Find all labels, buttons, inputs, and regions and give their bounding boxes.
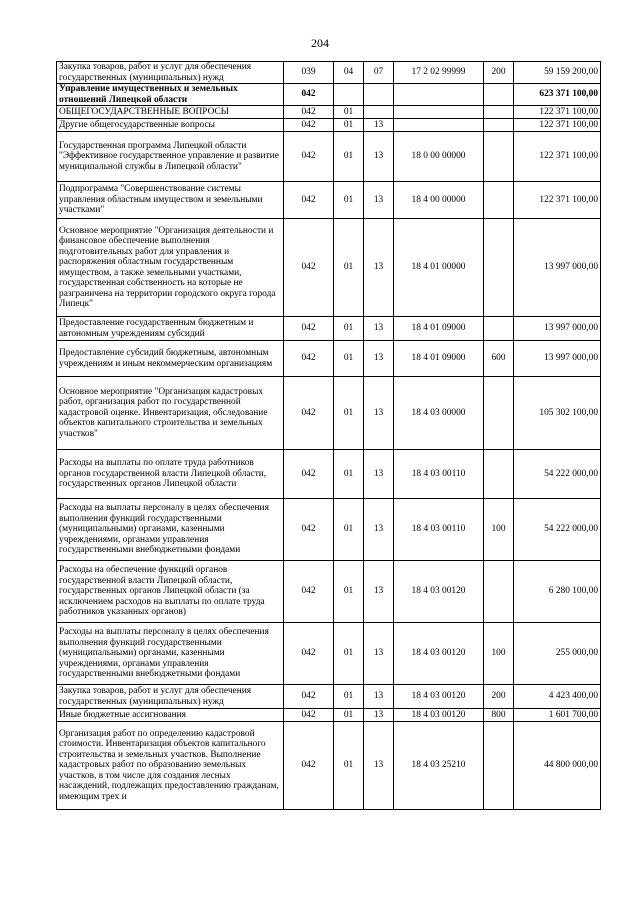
subsection-code-cell: 13 (364, 219, 394, 317)
table-row (57, 182, 601, 219)
row-name-cell: Основное мероприятие "Организация кадастровых работ, организация работ по государственной кадастровой оценке. Инвентаризация, обследование объектов капитального строительства и земельных участков" (57, 377, 284, 450)
expense-type-cell: 200 (484, 62, 514, 84)
section-code-cell: 01 (334, 106, 364, 119)
ministry-code-cell: 042 (284, 182, 334, 219)
subsection-code-cell: 13 (364, 317, 394, 341)
subsection-code-cell: 13 (364, 709, 394, 722)
amount-cell: 4 423 400,00 (514, 685, 601, 709)
section-code-cell: 01 (334, 341, 364, 377)
section-code-cell: 01 (334, 219, 364, 317)
amount-cell: 6 280 100,00 (514, 561, 601, 623)
amount-cell: 122 371 100,00 (514, 132, 601, 182)
target-article-cell (394, 106, 484, 119)
row-name-cell: Расходы на выплаты персоналу в целях обеспечения выполнения функций государственными (муниципальными) органами, казенными учреждениями, органами управления государственными внебюджетными фондами (57, 623, 284, 685)
amount-cell: 13 997 000,00 (514, 219, 601, 317)
table-row (57, 709, 601, 722)
table-row (57, 722, 601, 810)
budget-table (56, 61, 601, 810)
section-code-cell: 01 (334, 377, 364, 450)
expense-type-cell: 200 (484, 685, 514, 709)
ministry-code-cell: 042 (284, 341, 334, 377)
row-name-cell: Предоставление государственным бюджетным и автономным учреждениям субсидий (57, 317, 284, 341)
table-row (57, 450, 601, 499)
expense-type-cell: 100 (484, 623, 514, 685)
section-code-cell: 01 (334, 499, 364, 561)
subsection-code-cell: 13 (364, 341, 394, 377)
target-article-cell: 17 2 02 99999 (394, 62, 484, 84)
section-code-cell: 01 (334, 561, 364, 623)
expense-type-cell (484, 317, 514, 341)
subsection-code-cell: 13 (364, 561, 394, 623)
expense-type-cell (484, 106, 514, 119)
table-row (57, 499, 601, 561)
amount-cell: 255 000,00 (514, 623, 601, 685)
amount-cell: 623 371 100,00 (514, 84, 601, 106)
expense-type-cell (484, 182, 514, 219)
expense-type-cell (484, 84, 514, 106)
target-article-cell: 18 4 00 00000 (394, 182, 484, 219)
row-name-cell: Закупка товаров, работ и услуг для обеспечения государственных (муниципальных) нужд (57, 62, 284, 84)
expense-type-cell (484, 561, 514, 623)
subsection-code-cell: 13 (364, 450, 394, 499)
amount-cell: 13 997 000,00 (514, 317, 601, 341)
row-name-cell: Другие общегосударственные вопросы (57, 119, 284, 132)
row-name-cell: Управление имущественных и земельных отношений Липецкой области (57, 84, 284, 106)
amount-cell: 59 159 200,00 (514, 62, 601, 84)
ministry-code-cell: 042 (284, 219, 334, 317)
target-article-cell: 18 4 03 00120 (394, 685, 484, 709)
table-row (57, 84, 601, 106)
ministry-code-cell: 042 (284, 119, 334, 132)
ministry-code-cell: 042 (284, 623, 334, 685)
target-article-cell: 18 4 03 00120 (394, 709, 484, 722)
target-article-cell (394, 119, 484, 132)
target-article-cell: 18 4 01 09000 (394, 317, 484, 341)
table-row (57, 219, 601, 317)
target-article-cell: 18 4 03 00120 (394, 561, 484, 623)
target-article-cell: 18 4 03 25210 (394, 722, 484, 810)
subsection-code-cell (364, 106, 394, 119)
row-name-cell: Расходы на обеспечение функций органов государственной власти Липецкой области, государственных органов Липецкой области (за исключением расходов на выплаты по оплате труда работников указанных органов) (57, 561, 284, 623)
expense-type-cell (484, 377, 514, 450)
row-name-cell: Основное мероприятие "Организация деятельности и финансовое обеспечение выполнения подготовительных работ для управления и распоряжения областным государственным имуществом, а также земельными участками, государственная собственность на которые не разграничена на территории городского округа города Липецк" (57, 219, 284, 317)
target-article-cell: 18 4 03 00110 (394, 450, 484, 499)
ministry-code-cell: 042 (284, 685, 334, 709)
ministry-code-cell: 042 (284, 84, 334, 106)
table-row (57, 623, 601, 685)
target-article-cell: 18 4 03 00000 (394, 377, 484, 450)
table-row (57, 561, 601, 623)
subsection-code-cell: 13 (364, 685, 394, 709)
subsection-code-cell: 07 (364, 62, 394, 84)
section-code-cell: 01 (334, 182, 364, 219)
expense-type-cell: 600 (484, 341, 514, 377)
expense-type-cell: 100 (484, 499, 514, 561)
expense-type-cell (484, 132, 514, 182)
table-row (57, 377, 601, 450)
table-row (57, 62, 601, 84)
section-code-cell: 01 (334, 722, 364, 810)
expense-type-cell (484, 450, 514, 499)
ministry-code-cell: 042 (284, 450, 334, 499)
table-body (57, 62, 601, 810)
subsection-code-cell: 13 (364, 377, 394, 450)
subsection-code-cell (364, 84, 394, 106)
amount-cell: 1 601 700,00 (514, 709, 601, 722)
section-code-cell: 01 (334, 709, 364, 722)
amount-cell: 105 302 100,00 (514, 377, 601, 450)
ministry-code-cell: 042 (284, 499, 334, 561)
ministry-code-cell: 042 (284, 317, 334, 341)
row-name-cell: ОБЩЕГОСУДАРСТВЕННЫЕ ВОПРОСЫ (57, 106, 284, 119)
expense-type-cell (484, 722, 514, 810)
table-row (57, 341, 601, 377)
target-article-cell (394, 84, 484, 106)
ministry-code-cell: 042 (284, 709, 334, 722)
amount-cell: 54 222 000,00 (514, 499, 601, 561)
section-code-cell: 01 (334, 450, 364, 499)
row-name-cell: Государственная программа Липецкой области "Эффективное государственное управление и развитие муниципальной службы в Липецкой области" (57, 132, 284, 182)
page-number: 204 (311, 36, 329, 50)
row-name-cell: Подпрограмма "Совершенствование системы управления областным имуществом и земельными участками" (57, 182, 284, 219)
expense-type-cell (484, 119, 514, 132)
ministry-code-cell: 042 (284, 561, 334, 623)
section-code-cell: 01 (334, 685, 364, 709)
section-code-cell: 01 (334, 132, 364, 182)
expense-type-cell (484, 219, 514, 317)
amount-cell: 44 800 000,00 (514, 722, 601, 810)
subsection-code-cell: 13 (364, 623, 394, 685)
section-code-cell: 01 (334, 317, 364, 341)
table-row (57, 119, 601, 132)
target-article-cell: 18 4 01 09000 (394, 341, 484, 377)
row-name-cell: Расходы на выплаты по оплате труда работников органов государственной власти Липецкой области, государственных органов Липецкой области (57, 450, 284, 499)
subsection-code-cell: 13 (364, 722, 394, 810)
amount-cell: 122 371 100,00 (514, 182, 601, 219)
row-name-cell: Расходы на выплаты персоналу в целях обеспечения выполнения функций государственными (муниципальными) органами, казенными учреждениями, органами управления государственными внебюджетными фондами (57, 499, 284, 561)
row-name-cell: Организация работ по определению кадастровой стоимости. Инвентаризация объектов капитального строительства и земельных участков. Выполнение кадастровых работ по образованию земельных участков, в том числе для создания лесных насаждений, подлежащих предоставлению гражданам, имеющим трех и (57, 722, 284, 810)
ministry-code-cell: 042 (284, 377, 334, 450)
table-row (57, 106, 601, 119)
table-row (57, 685, 601, 709)
ministry-code-cell: 042 (284, 106, 334, 119)
table-row (57, 132, 601, 182)
row-name-cell: Иные бюджетные ассигнования (57, 709, 284, 722)
expense-type-cell: 800 (484, 709, 514, 722)
table-row (57, 317, 601, 341)
target-article-cell: 18 4 01 00000 (394, 219, 484, 317)
amount-cell: 122 371 100,00 (514, 106, 601, 119)
ministry-code-cell: 042 (284, 132, 334, 182)
section-code-cell (334, 84, 364, 106)
section-code-cell: 01 (334, 119, 364, 132)
subsection-code-cell: 13 (364, 182, 394, 219)
subsection-code-cell: 13 (364, 132, 394, 182)
amount-cell: 54 222 000,00 (514, 450, 601, 499)
amount-cell: 122 371 100,00 (514, 119, 601, 132)
target-article-cell: 18 4 03 00120 (394, 623, 484, 685)
ministry-code-cell: 042 (284, 722, 334, 810)
section-code-cell: 04 (334, 62, 364, 84)
ministry-code-cell: 039 (284, 62, 334, 84)
subsection-code-cell: 13 (364, 499, 394, 561)
subsection-code-cell: 13 (364, 119, 394, 132)
row-name-cell: Предоставление субсидий бюджетным, автономным учреждениям и иным некоммерческим организациям (57, 341, 284, 377)
target-article-cell: 18 0 00 00000 (394, 132, 484, 182)
amount-cell: 13 997 000,00 (514, 341, 601, 377)
row-name-cell: Закупка товаров, работ и услуг для обеспечения государственных (муниципальных) нужд (57, 685, 284, 709)
section-code-cell: 01 (334, 623, 364, 685)
target-article-cell: 18 4 03 00110 (394, 499, 484, 561)
